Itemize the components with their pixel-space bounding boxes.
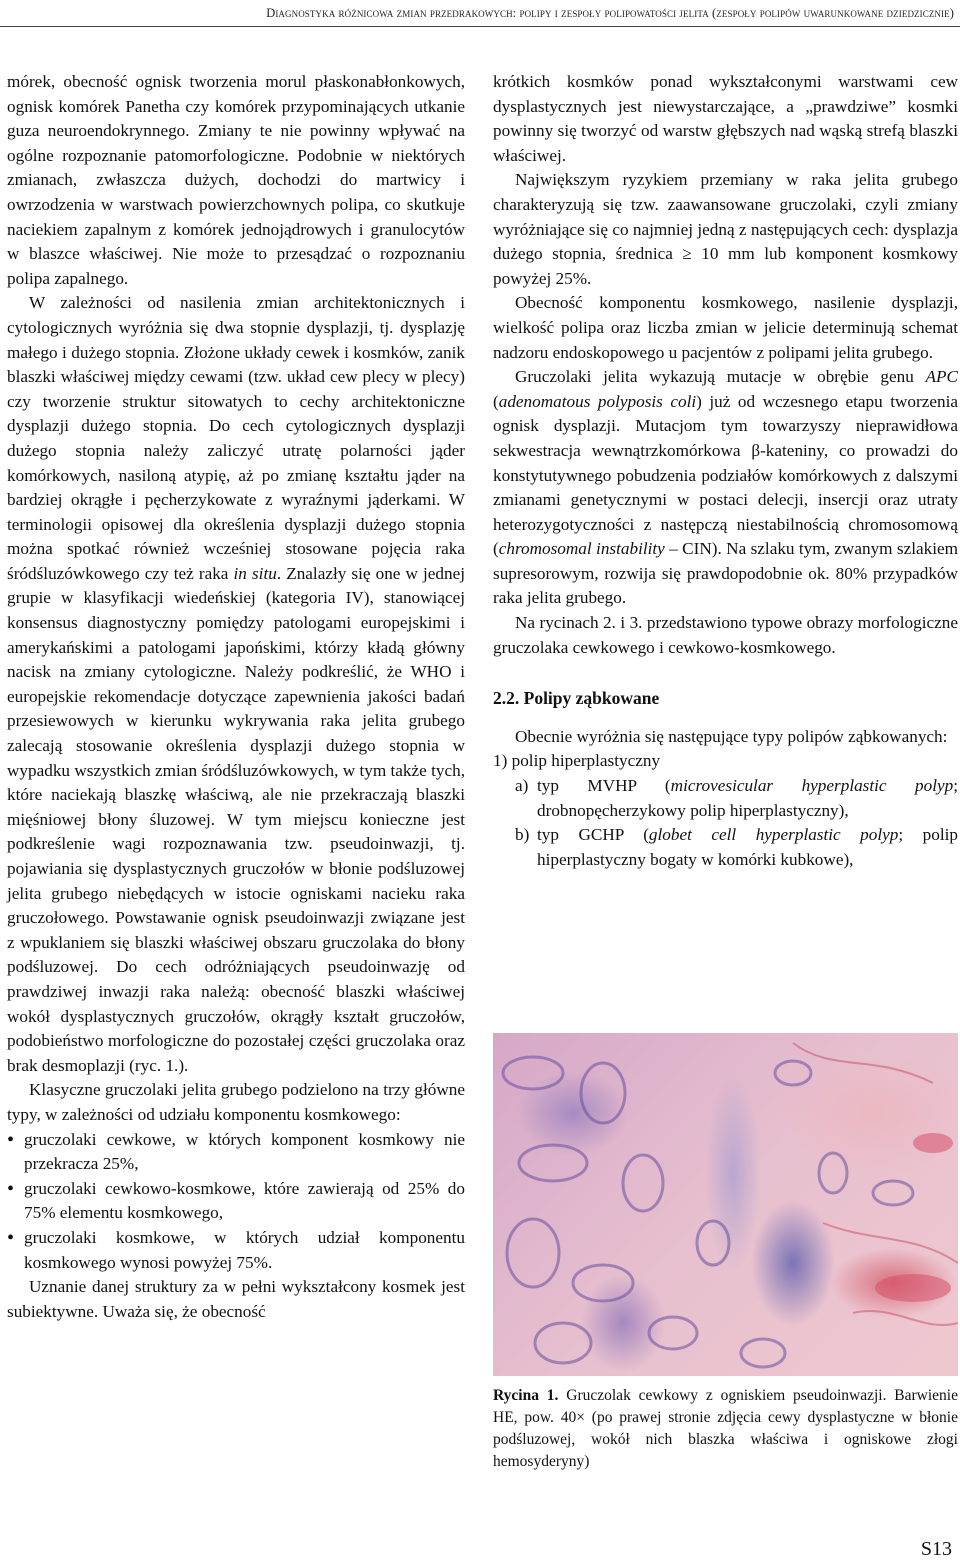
paragraph: mórek, obecność ognisk tworzenia morul płaskonabłonkowych, ognisk komórek Panetha czy komórek przypominających utkanie guza neuroendokrynnego. Zmiany te nie powinny wpływać na ogólne rozpoznanie patomorfologiczne. Podobnie w niektórych zmianach, zwłaszcza dużych, dochodzi do martwicy i owrzodzenia w warstwach powierzchownych polipa, co skutkuje naciekiem zapalnym z komórek jednojądrowych i granulocytów w blaszce właściwej. Nie może to przesądzać o rozpoznaniu polipa zapalnego. (7, 72, 465, 288)
italic-term: chromosomal instability (498, 539, 665, 559)
text-run: Gruczolaki jelita wykazują mutacje w obrębie genu (515, 367, 926, 387)
caption-text: Gruczolak cewkowy z ogniskiem pseudoinwazji. Barwienie HE, pow. 40× (po prawej stronie zdjęcia cewy dysplastyczne w błonie podśluzowej, wokół nich blaszka właściwa i ogniskowe złogi hemosyderyny) (493, 1387, 958, 1470)
item-label: a) (515, 776, 529, 796)
item-label: b) (515, 825, 530, 845)
histology-texture (493, 1033, 958, 1376)
running-title: Diagnostyka różnicowa zmian przedrakowych: polipy i zespoły polipowatości jelita (zespoły polipów uwarunkowane dziedzicznie) (266, 6, 954, 20)
paragraph (493, 365, 958, 611)
left-column (7, 70, 465, 1324)
paragraph: Obecność komponentu kosmkowego, nasilenie dysplazji, wielkość polipa oraz liczba zmian w jelicie determinują schemat nadzoru endoskopowego u pacjentów z polipami jelita grubego. (493, 293, 958, 362)
italic-term: in situ (233, 563, 277, 583)
page-header (0, 0, 960, 30)
sub-item-b (515, 823, 958, 872)
text-run: ) już od wczesnego etapu tworzenia ognisk dysplazji. Mutacjom tym towarzyszy nieprawidłowa sekwestracja wewnątrzkomórkowa β-kateniny, co prowadzi do konstytutywnego pobudzenia podziałów komórkowych z dalszymi zmianami genetycznymi w postaci delecji, insercji oraz utraty heterozygotyczności z następczą niestabilnością chromosomową ( (493, 391, 958, 559)
text-run: ( (493, 391, 499, 411)
text-run: W zależności od nasilenia zmian architektonicznych i cytologicznych wyróżnia się dwa stopnie dysplazji, tj. dysplazję małego i dużego stopnia. Złożone układy cewek i kosmków, zanik blaszki właściwej między cewami (tzw. układ cew plecy w plecy) czy tworzenie struktur sitowatych to cechy architektoniczne dysplazji dużego stopnia. Do cech cytologicznych dysplazji dużego stopnia należy zaliczyć utratę polarności jąder komórkowych, nasiloną atypię, aż po zmianę kształtu jąder na bardziej okrągłe i pęcherzykowate z wyraźnymi jąderkami. W terminologii opisowej dla określenia dysplazji dużego stopnia można spotkać również wcześniej stosowane pojęcia raka śródśluzówkowego czy też raka (7, 293, 465, 583)
text-run: ; drobnopęcherzykowy polip hiperplastyczny), (537, 776, 958, 820)
paragraph: Obecnie wyróżnia się następujące typy polipów ząbkowanych: (515, 726, 948, 746)
italic-term: globet cell hyperplastic polyp (648, 825, 899, 845)
paragraph (7, 291, 465, 1078)
list-item: • gruczolaki cewkowe, w których komponent kosmkowy nie przekracza 25%, (7, 1128, 465, 1177)
paragraph: Klasyczne gruczolaki jelita grubego podzielono na trzy główne typy, w zależności od udziału komponentu kosmkowego: (7, 1080, 465, 1124)
figure-caption (493, 1385, 958, 1473)
gene-name: APC (925, 367, 958, 387)
sub-item-a (515, 774, 958, 823)
sub-list (493, 774, 958, 872)
list-item: • gruczolaki cewkowo-kosmkowe, które zawierają od 25% do 75% elementu kosmkowego, (7, 1177, 465, 1226)
numbered-item: 1) polip hiperplastyczny (493, 751, 661, 771)
bullet-list (7, 1128, 465, 1276)
paragraph: krótkich kosmków ponad wykształconymi warstwami cew dysplastycznych jest niewystarczające, a „prawdziwe” kosmki powinny się tworzyć od warstw głębszych nad wąską strefą blaszki właściwej. (493, 72, 958, 165)
header-divider (0, 26, 960, 27)
section-heading: 2.2. Polipy ząbkowane (493, 688, 660, 709)
page-number: S13 (920, 1538, 952, 1560)
italic-term: microvesicular hyperplastic polyp (670, 776, 954, 796)
text-run: . Znalazły się one w jednej grupie w klasyfikacji wiedeńskiej (kategoria IV), stanowiącej konsensus diagnostyczny pomiędzy patologami europejskimi i amerykańskimi a patologami japońskimi, którzy kładą główny nacisk na zmiany cytologiczne. Należy podkreślić, że WHO i europejskie rekomendacje dotyczące zapewnienia jakości badań przesiewowych w kierunku wykrywania raka jelita grubego zalecają stosowanie określenia dysplazji dużego stopnia w wypadku wszystkich zmian śródśluzówkowych, w tym także tych, które naciekają blaszkę właściwą, ale nie przekraczają blaszki mięśniowej błony śluzowej. W tym miejscu konieczne jest podkreślenie wagi rozpoznawania tzw. pseudoinwazji, tj. pojawiania się dysplastycznych gruczołów w błonie podśluzowej jelita grubego niebędących w istocie ogniskami nacieku raka gruczołowego. Powstawanie ognisk pseudoinwazji związane jest z wpuklaniem się blaszki właściwej obszaru gruczolaka do błony podśluzowej. Do cech odróżniających pseudoinwazję od prawdziwej inwazji raka należą: obecność blaszki właściwej wokół dysplastycznych gruczołów, okrągły kształt gruczołów, podobieństwo morfologiczne do pozostałej części gruczolaka oraz brak desmoplazji (ryc. 1.). (7, 563, 466, 1075)
text-run: typ GCHP ( (537, 825, 649, 845)
text-run: ; polip hiperplastyczny bogaty w komórki kubkowe), (537, 825, 958, 869)
right-column (493, 70, 958, 872)
text-run: typ MVHP ( (537, 776, 671, 796)
caption-label: Rycina 1. (493, 1387, 559, 1404)
list-item: • gruczolaki kosmkowe, w których udział komponentu kosmkowego wynosi powyżej 75%. (7, 1226, 465, 1275)
paragraph: Największym ryzykiem przemiany w raka jelita grubego charakteryzują się tzw. zaawansowane gruczolaki, czyli zmiany wyróżniające się co najmniej jedną z następujących cech: dysplazja dużego stopnia, średnica ≥ 10 mm lub komponent kosmkowy powyżej 25%. (493, 170, 958, 288)
text-run: – CIN). Na szlaku tym, zwanym szlakiem supresorowym, rozwija się prawdopodobnie ok. 80% przypadków raka jelita grubego. (493, 539, 959, 608)
paragraph: Uznanie danej struktury za w pełni wykształcony kosmek jest subiektywne. Uważa się, że obecność (7, 1277, 465, 1321)
histology-image (493, 1033, 958, 1376)
paragraph: Na rycinach 2. i 3. przedstawiono typowe obrazy morfologiczne gruczolaka cewkowego i cewkowo-kosmkowego. (493, 613, 958, 657)
gene-full-name: adenomatous polyposis coli (498, 391, 697, 411)
